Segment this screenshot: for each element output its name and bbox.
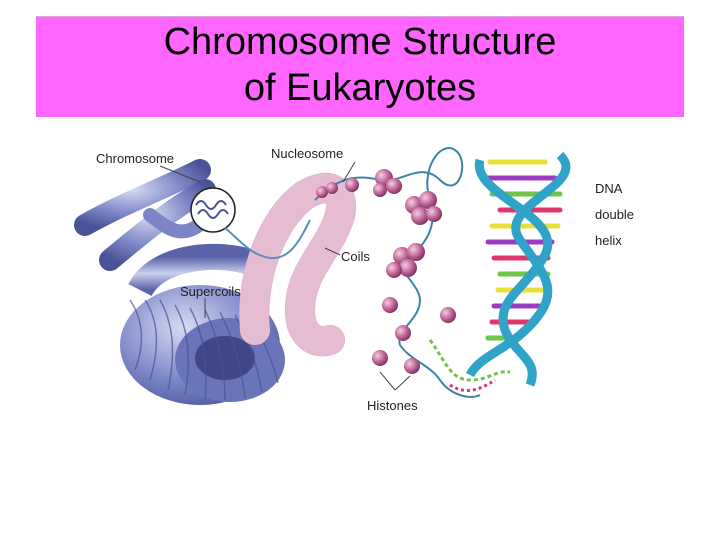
dna-double-helix [430,155,566,390]
label-histones: Histones [367,398,418,413]
title-line-2: of Eukaryotes [243,67,477,109]
label-coils: Coils [341,249,370,264]
coil-structure [254,188,341,341]
label-dna-line1: DNA [595,181,623,196]
histone-beads [372,297,456,374]
label-dna-line2: double [595,207,635,222]
label-nucleosome: Nucleosome [271,146,344,161]
label-supercoils: Supercoils [180,284,241,299]
label-dna-line3: helix [595,233,622,248]
label-chromosome: Chromosome [96,151,175,166]
title-line-1: Chromosome Structure [163,21,557,63]
